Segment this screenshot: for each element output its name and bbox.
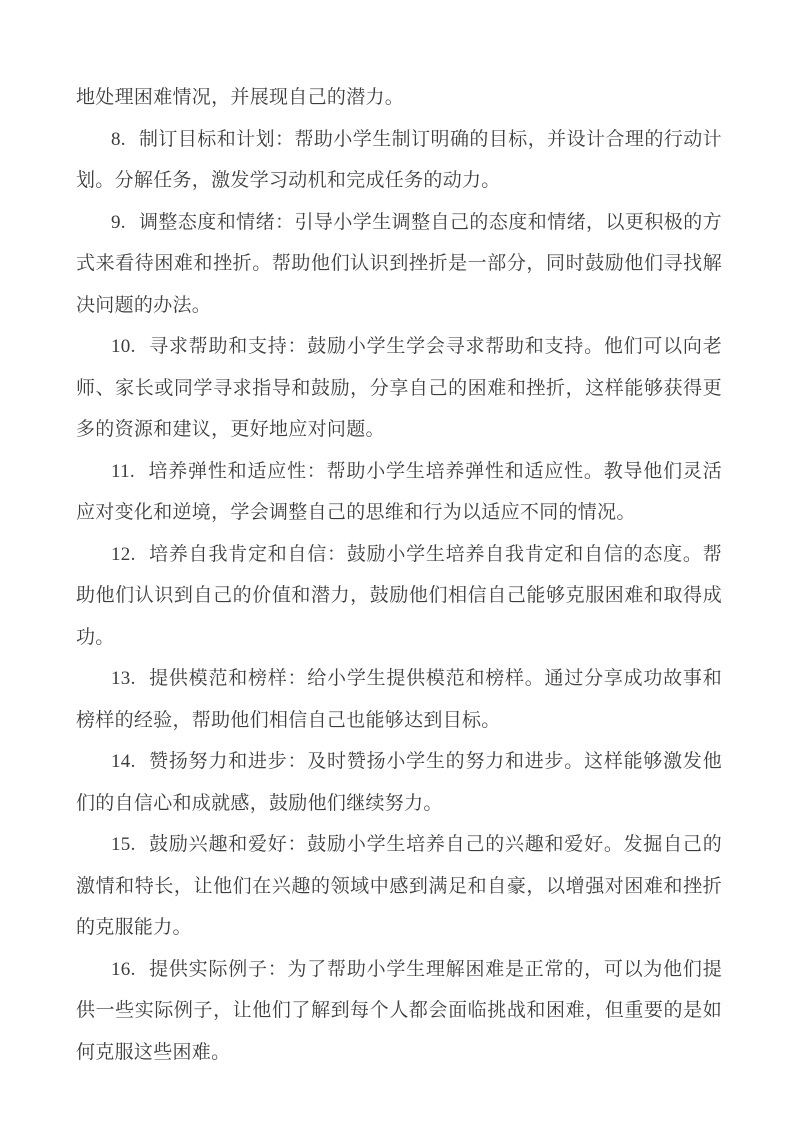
list-item-text: 提供实际例子：为了帮助小学生理解困难是正常的，可以为他们提供一些实际例子，让他们了解到每个人都会面临挑战和困难，但重要的是如何克服这些困难。 [76,958,722,1063]
list-item-8 [76,119,722,202]
list-item-number: 16. [111,958,136,980]
list-item-text: 提供模范和榜样：给小学生提供模范和榜样。通过分享成功故事和榜样的经验，帮助他们相信自己也能够达到目标。 [76,668,722,731]
list-item-12 [76,534,722,659]
list-item-number: 8. [111,128,126,150]
list-item-text: 鼓励兴趣和爱好：鼓励小学生培养自己的兴趣和爱好。发掘自己的激情和特长，让他们在兴趣的领域中感到满足和自豪，以增强对困难和挫折的克服能力。 [76,834,722,938]
list-item-text: 培养弹性和适应性：帮助小学生培养弹性和适应性。教导他们灵活应对变化和逆境，学会调整自己的思维和行为以适应不同的情况。 [76,460,722,523]
list-item-text: 制订目标和计划：帮助小学生制订明确的目标，并设计合理的行动计划。分解任务，激发学习动机和完成任务的动力。 [76,128,722,191]
paragraph-continuation: 地处理困难情况，并展现自己的潜力。 [76,87,405,108]
list-item-text: 赞扬努力和进步：及时赞扬小学生的努力和进步。这样能够激发他们的自信心和成就感，鼓励他们继续努力。 [76,751,722,814]
list-item-number: 12. [111,543,136,565]
list-item-text: 调整态度和情绪：引导小学生调整自己的态度和情绪，以更积极的方式来看待困难和挫折。帮助他们认识到挫折是一部分，同时鼓励他们寻找解决问题的办法。 [76,211,722,316]
list-item-number: 10. [111,336,136,357]
list-item-13 [76,658,722,741]
list-item-14 [76,741,722,824]
list-item-11 [76,451,722,534]
page-text-content [76,77,722,1073]
list-item-9 [76,202,722,327]
list-item-number: 13. [111,668,136,689]
list-item-number: 11. [111,460,135,482]
list-item-number: 15. [111,834,136,855]
list-item-number: 14. [111,751,136,772]
list-item-text: 培养自我肯定和自信：鼓励小学生培养自我肯定和自信的态度。帮助他们认识到自己的价值和潜力，鼓励他们相信自己能够克服困难和取得成功。 [76,543,722,648]
list-item-16 [76,949,722,1074]
list-item-15 [76,824,722,949]
list-item-10 [76,326,722,451]
list-item-text: 寻求帮助和支持：鼓励小学生学会寻求帮助和支持。他们可以向老师、家长或同学寻求指导和鼓励，分享自己的困难和挫折，这样能够获得更多的资源和建议，更好地应对问题。 [76,336,722,440]
list-item-number: 9. [111,211,126,233]
